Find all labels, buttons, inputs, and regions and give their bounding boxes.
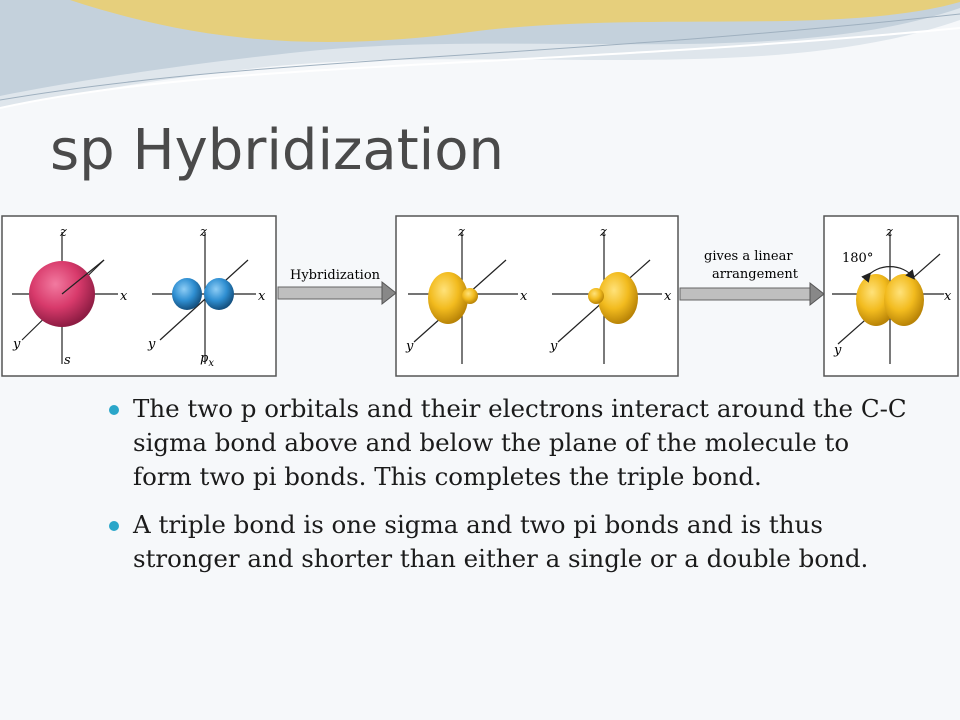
axis-label-y: y	[834, 343, 842, 358]
header-swoosh-decoration	[0, 0, 960, 120]
px-orbital-lobe-left	[172, 278, 202, 310]
linear-arrangement-label-line1: gives a linear	[704, 249, 793, 264]
axis-label-z: z	[60, 225, 67, 240]
axis-label-y: y	[406, 339, 414, 354]
hybridization-arrow	[278, 282, 396, 304]
axis-label-z: z	[458, 225, 465, 240]
bullet-marker	[109, 521, 119, 531]
px-orbital-label: $p_x$	[200, 351, 214, 369]
bullet-item	[107, 508, 907, 576]
sp-orbital-2-small-lobe	[588, 288, 604, 304]
axis-label-y: y	[148, 337, 156, 352]
page-title: sp Hybridization	[50, 118, 504, 183]
linear-sp-lobe-right	[884, 274, 924, 326]
px-orbital-lobe-right	[204, 278, 234, 310]
bullet-item	[107, 392, 907, 494]
axis-label-y: y	[13, 337, 21, 352]
linear-arrangement-arrow	[680, 283, 824, 305]
sp-orbital-1-small-lobe	[462, 288, 478, 304]
hybridization-arrow-label: Hybridization	[290, 268, 381, 283]
axis-label-z: z	[200, 225, 207, 240]
bullet-text: The two p orbitals and their electrons interact around the C-C sigma bond above and below the plane of the molecule to form two pi bonds. This completes the triple bond.	[133, 394, 907, 491]
angle-label: 180°	[842, 251, 874, 266]
hybridization-figure	[0, 214, 960, 380]
bullet-text: A triple bond is one sigma and two pi bonds and is thus stronger and shorter than either a single or a double bond.	[133, 510, 869, 573]
axis-label-x: x	[944, 289, 952, 304]
axis-label-x: x	[120, 289, 128, 304]
axis-label-x: x	[258, 289, 266, 304]
axis-label-z: z	[886, 225, 893, 240]
linear-arrangement-label-line2: arrangement	[712, 267, 798, 282]
bullet-list	[107, 392, 907, 590]
axis-label-y: y	[550, 339, 558, 354]
sp-orbital-1-large-lobe	[428, 272, 468, 324]
axis-label-x: x	[520, 289, 528, 304]
sp-orbital-2-large-lobe	[598, 272, 638, 324]
s-orbital-label: s	[64, 353, 71, 368]
bullet-marker	[109, 405, 119, 415]
axis-label-z: z	[600, 225, 607, 240]
axis-label-x: x	[664, 289, 672, 304]
